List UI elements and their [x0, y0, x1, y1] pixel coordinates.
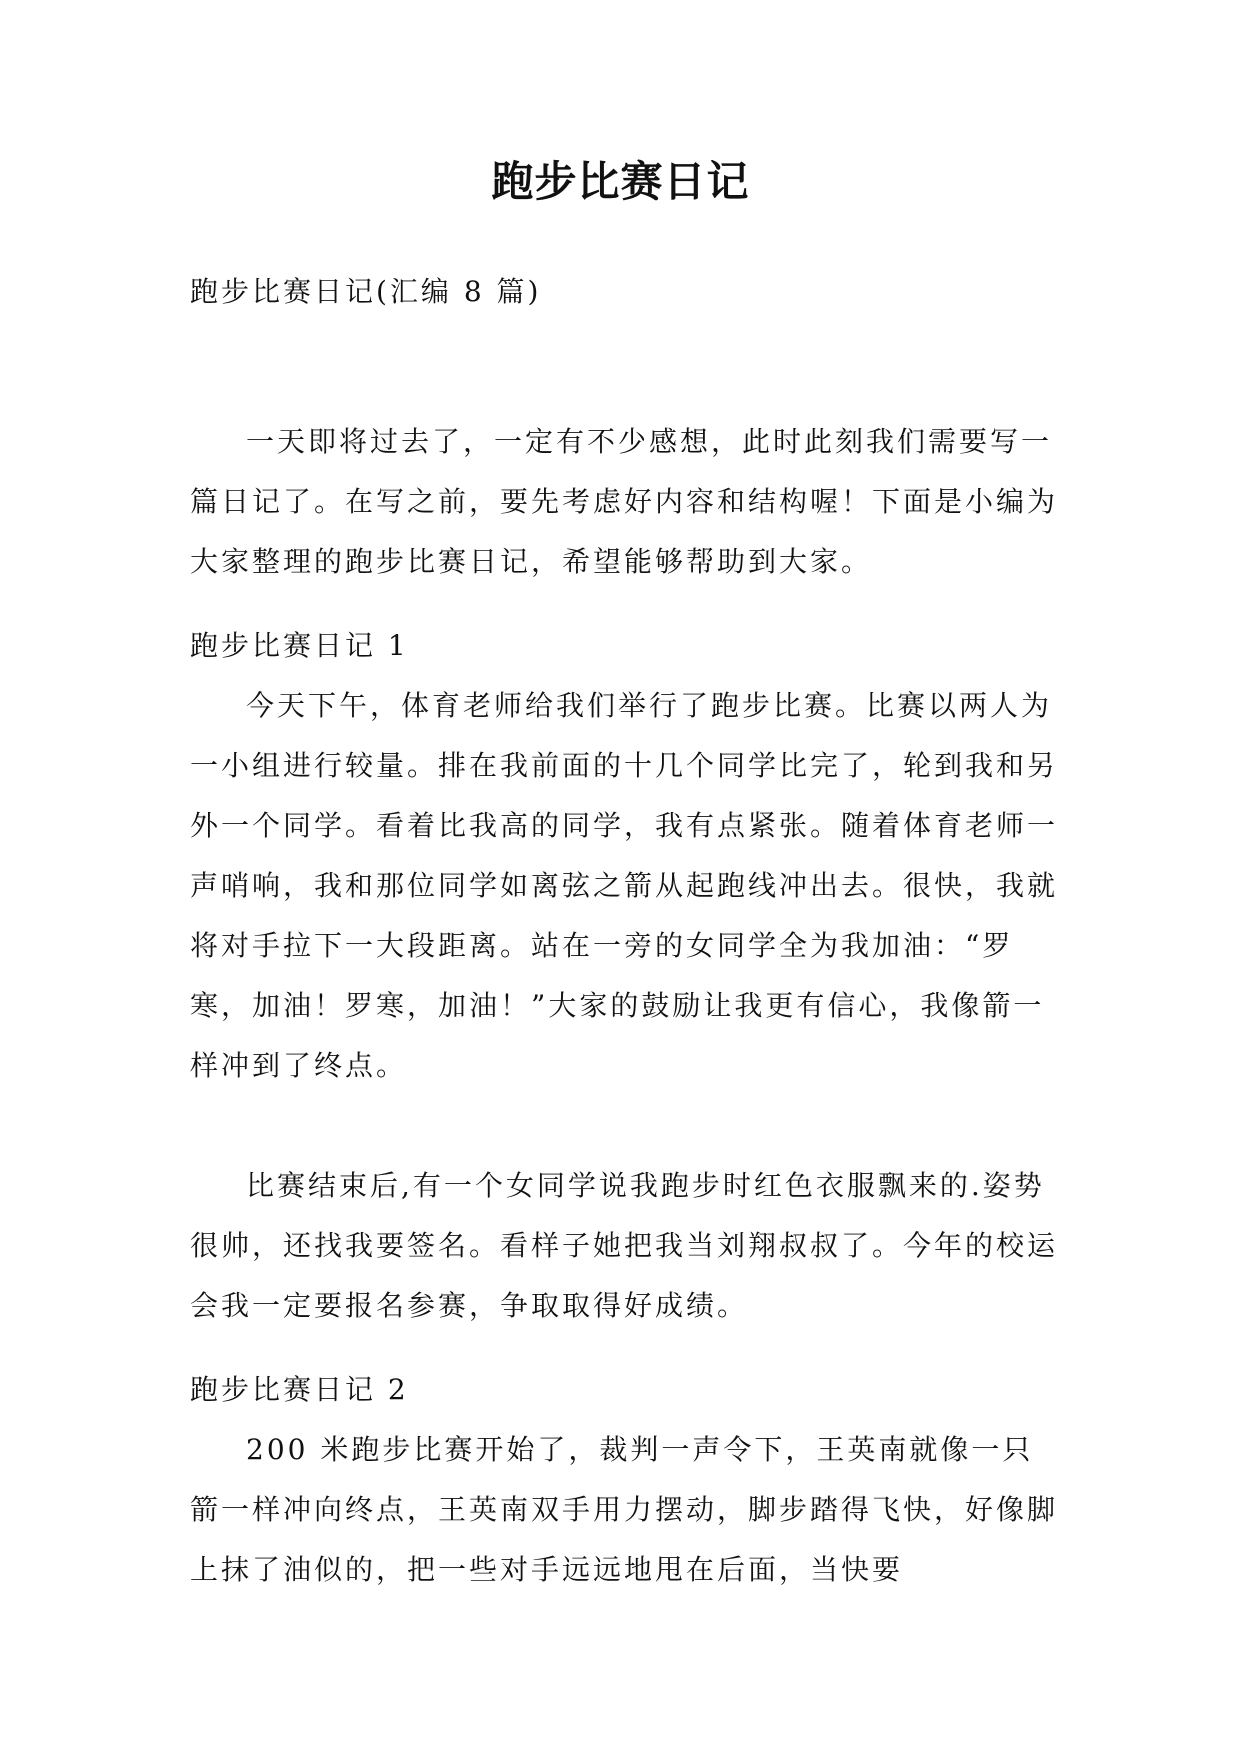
- document-title: 跑步比赛日记: [491, 157, 750, 206]
- intro-paragraph: 一天即将过去了，一定有不少感想，此时此刻我们需要写一篇日记了。在写之前，要先考虑好内容和结构喔！下面是小编为大家整理的跑步比赛日记，希望能够帮助到大家。: [190, 425, 1059, 578]
- section-1-paragraph-2: 比赛结束后,有一个女同学说我跑步时红色衣服飘来的.姿势很帅，还找我要签名。看样子她把我当刘翔叔叔了。今年的校运会我一定要报名参赛，争取取得好成绩。: [190, 1169, 1059, 1322]
- section-2-paragraph-1: 200 米跑步比赛开始了，裁判一声令下，王英南就像一只箭一样冲向终点，王英南双手用力摆动，脚步踏得飞快，好像脚上抹了油似的，把一些对手远远地甩在后面，当快要: [190, 1433, 1059, 1586]
- section-1-paragraph-1: 今天下午，体育老师给我们举行了跑步比赛。比赛以两人为一小组进行较量。排在我前面的十几个同学比完了，轮到我和另外一个同学。看着比我高的同学，我有点紧张。随着体育老师一声哨响，我和那位同学如离弦之箭从起跑线冲出去。很快，我就将对手拉下一大段距离。站在一旁的女同学全为我加油：“罗寒，加油！罗寒，加油！”大家的鼓励让我更有信心，我像箭一样冲到了终点。: [190, 689, 1059, 1082]
- section-heading-1: 跑步比赛日记 1: [190, 629, 409, 662]
- document-subtitle: 跑步比赛日记(汇编 8 篇): [190, 275, 542, 308]
- section-heading-2: 跑步比赛日记 2: [190, 1373, 409, 1406]
